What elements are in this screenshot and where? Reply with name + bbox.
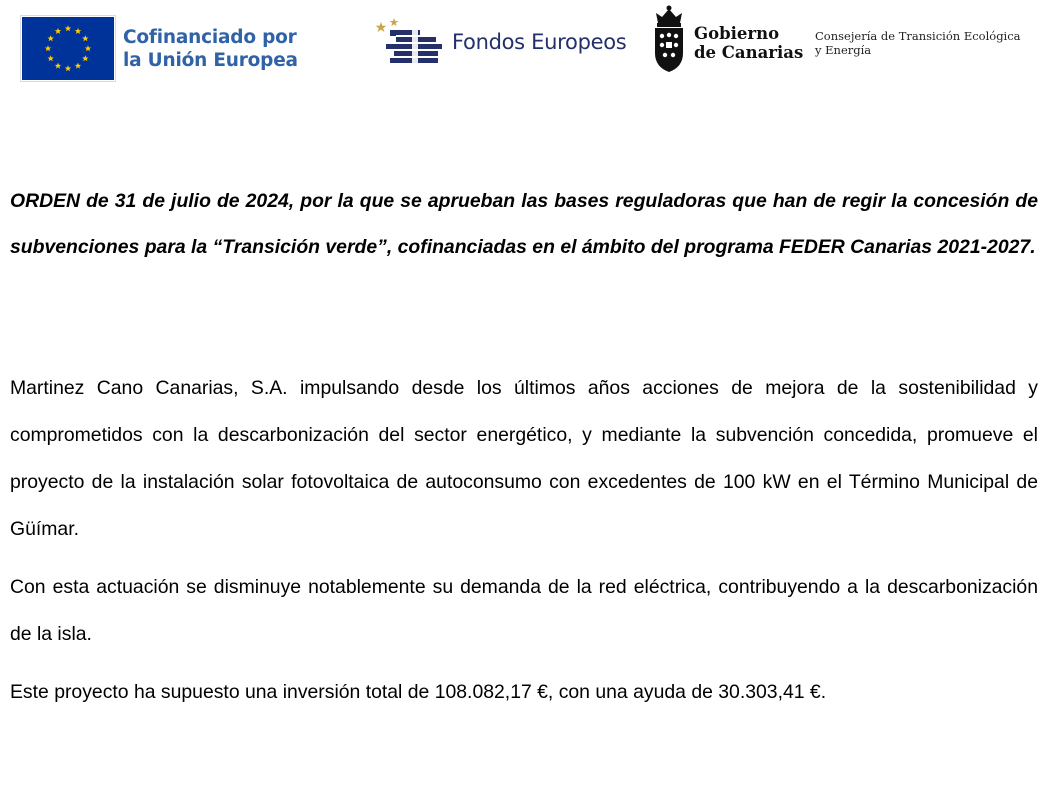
- fondos-europeos-label: Fondos Europeos: [452, 30, 627, 54]
- consejeria-line1: Consejería de Transición Ecológica: [815, 29, 1021, 43]
- paragraph-impact: Con esta actuación se disminuye notablemente su demanda de la red eléctrica, contribuyendo a la descarbonización de la isla.: [10, 576, 1038, 645]
- gobierno-canarias-logo: [652, 5, 803, 73]
- gobierno-line2: de Canarias: [694, 43, 804, 62]
- consejeria-line2: y Energía: [815, 43, 872, 57]
- gobierno-canarias-text: [694, 16, 803, 62]
- eu-logo-text: [123, 26, 298, 72]
- eu-cofinancing-logo: [22, 17, 298, 80]
- eu-logo-line2: la Unión Europea: [123, 49, 298, 71]
- logo-header: [0, 0, 1051, 90]
- paragraph-investment: Este proyecto ha supuesto una inversión total de 108.082,17 €, con una ayuda de 30.303,41 €.: [10, 681, 827, 703]
- eu-flag-icon: [22, 17, 114, 80]
- document-title: ORDEN de 31 de julio de 2024, por la que se aprueban las bases reguladoras que han de regir la concesión de subvenciones para la “Transición verde”, cofinanciadas en el ámbito del programa FEDER Canarias 2021-2027.: [10, 190, 1038, 258]
- fondos-europeos-icon: [374, 16, 444, 68]
- gobierno-line1: Gobierno: [694, 24, 780, 43]
- consejeria-label: [815, 29, 1021, 57]
- document-body: [10, 178, 1038, 716]
- fondos-europeos-logo: [374, 16, 626, 68]
- paragraph-project: Martinez Cano Canarias, S.A. impulsando desde los últimos años acciones de mejora de la sostenibilidad y comprometidos con la descarbonización del sector energético, y mediante la subvención concedida, promueve el proyecto de la instalación solar fotovoltaica de autoconsumo con excedentes de 100 kW en el Término Municipal de Güímar.: [10, 377, 1038, 540]
- eu-logo-line1: Cofinanciado por: [123, 26, 297, 48]
- canarias-coat-of-arms-icon: [652, 5, 686, 73]
